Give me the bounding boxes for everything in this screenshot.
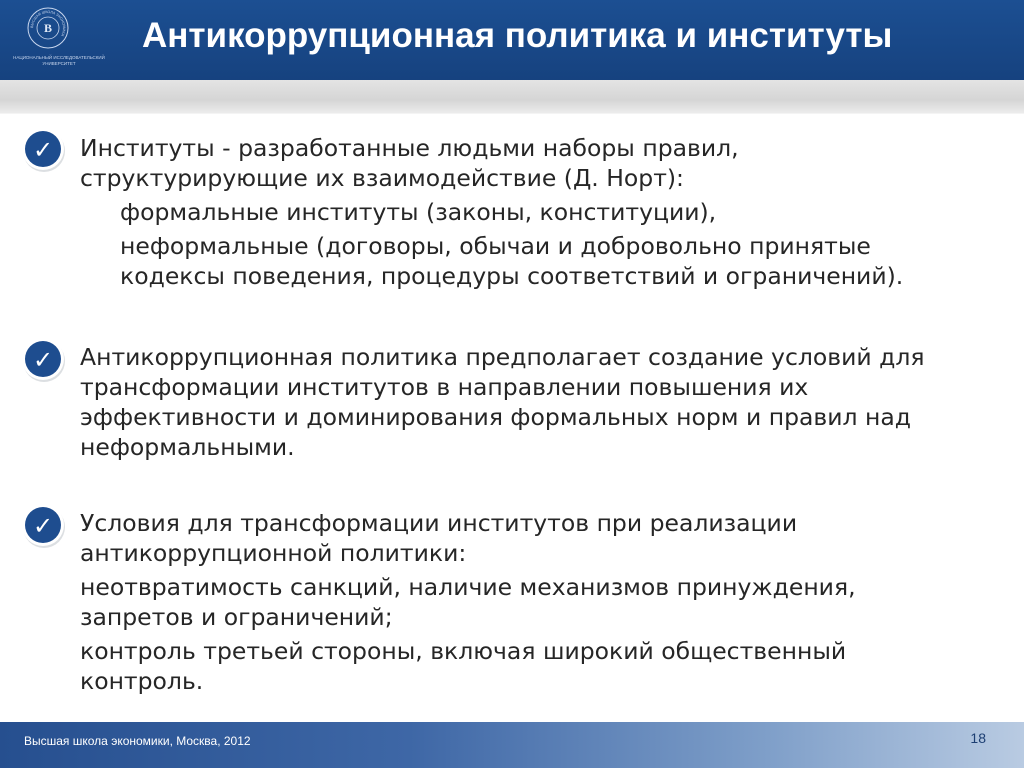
sub-item-line: формальные институты (законы, конституции), [120, 198, 717, 226]
logo-caption: НАЦИОНАЛЬНЫЙ ИССЛЕДОВАТЕЛЬСКИЙ УНИВЕРСИТЕТ [13, 55, 105, 66]
bullet-text-3 [80, 508, 1000, 696]
slide-header [0, 0, 1024, 80]
slide-title: Антикоррупционная политика и институты [142, 16, 893, 55]
bullet-text-1 [80, 133, 1000, 291]
bullet-1-line-1: Институты - разработанные людьми наборы правил, [80, 134, 739, 162]
sub-item-formal [80, 197, 1000, 227]
sub-item-line: запретов и ограничений; [80, 603, 393, 631]
bullet-2-line-1: Антикоррупционная политика предполагает создание условий для [80, 343, 925, 371]
hse-logo-icon [10, 5, 108, 75]
bullet-3-line-1: Условия для трансформации институтов при реализации [80, 509, 798, 537]
logo-ring-text: ВЫСШАЯ ШКОЛА ЭКОНОМИКИ [29, 9, 67, 37]
divider [0, 113, 1024, 114]
bullet-3-line-2: антикоррупционной политики: [80, 539, 467, 567]
sub-item-line: контроль. [80, 667, 204, 695]
sub-item-line: неформальные (договоры, обычаи и добровольно принятые [120, 232, 871, 260]
hse-emblem-icon [27, 7, 69, 49]
bullet-text-2 [80, 342, 1000, 462]
sub-item-informal [80, 231, 1000, 291]
sub-item-line: кодексы поведения, процедуры соответствий и ограничений). [120, 262, 904, 290]
svg-text:✓: ✓ [32, 512, 54, 540]
checkmark-icon [19, 501, 67, 549]
svg-text:✓: ✓ [32, 136, 54, 164]
page-number: 18 [970, 730, 986, 746]
header-shade-band [0, 80, 1024, 113]
footer-text: Высшая школа экономики, Москва, 2012 [24, 734, 251, 748]
sub-item-line: контроль третьей стороны, включая широкий общественный [80, 637, 847, 665]
bullet-2-line-3: эффективности и доминирования формальных норм и правил над [80, 403, 912, 431]
sub-item-control [80, 636, 1000, 696]
bullet-2-line-2: трансформации институтов в направлении повышения их [80, 373, 809, 401]
svg-text:✓: ✓ [32, 346, 54, 374]
sub-item-line: неотвратимость санкций, наличие механизмов принуждения, [80, 573, 856, 601]
bullet-1-line-2: структурирующие их взаимодействие (Д. Норт): [80, 164, 684, 192]
checkmark-icon [19, 335, 67, 383]
checkmark-icon [19, 125, 67, 173]
svg-text:В: В [43, 21, 53, 35]
sub-item-sanctions [80, 572, 1000, 632]
bullet-2-line-4: неформальными. [80, 433, 295, 461]
